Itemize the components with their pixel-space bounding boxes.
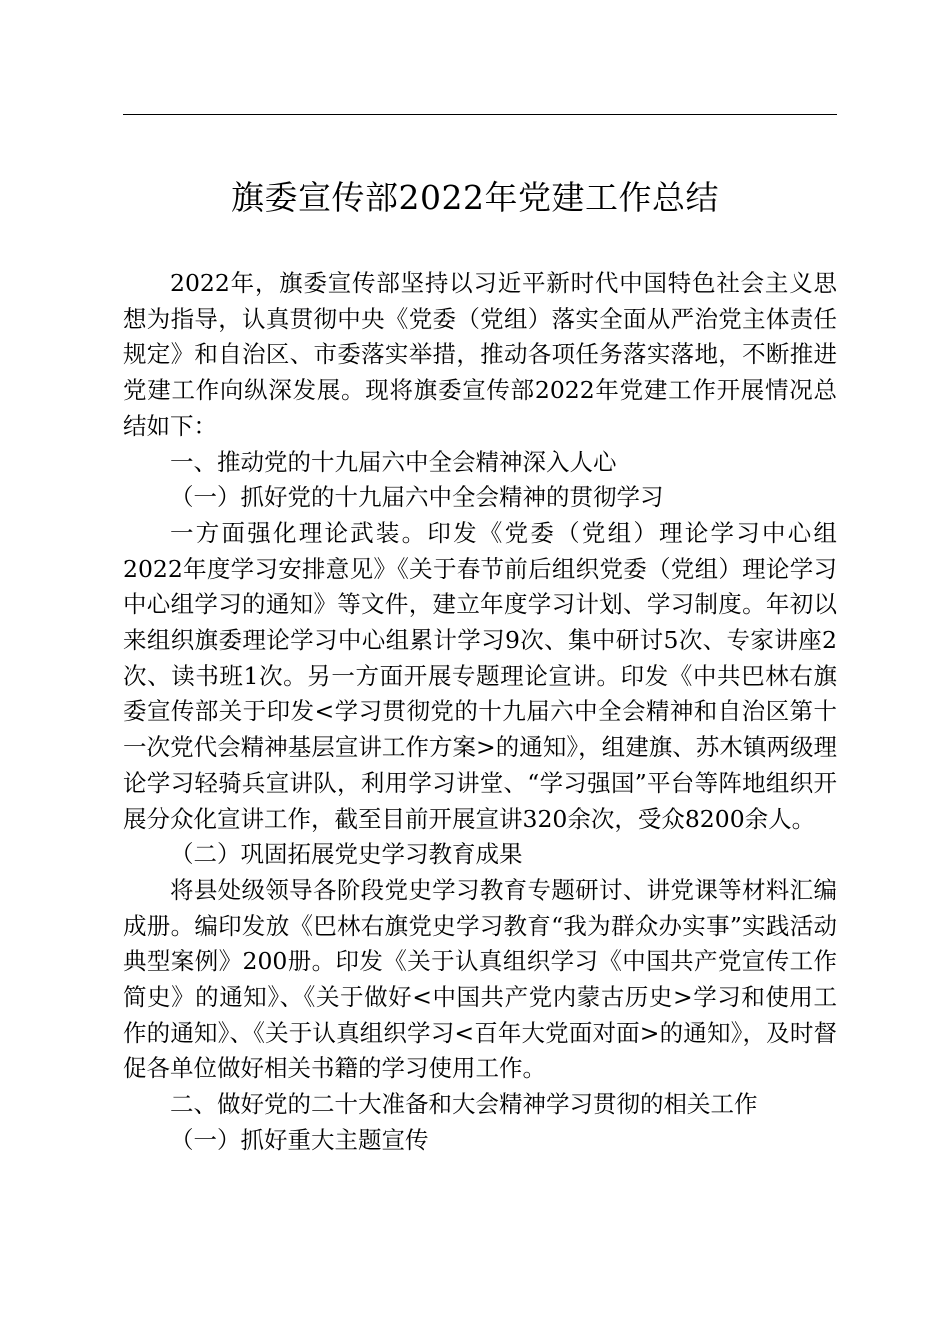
section-heading-2: 二、做好党的二十大准备和大会精神学习贯彻的相关工作 xyxy=(170,1090,758,1119)
section-heading-1: 一、推动党的十九届六中全会精神深入人心 xyxy=(170,447,617,476)
body-paragraph-1-2: 将县处级领导各阶段党史学习教育专题研讨、讲党课等材料汇编成册。编印发放《巴林右旗党史学习教育“我为群众办实事”实践活动典型案例》200册。印发《关于认真组织学习《中国共产党宣传工作简史》的通知》、《关于做好<中国共产党内蒙古历史>学习和使用工作的通知》、《关于认真组织学习<百年大党面对面>的通知》，及时督促各单位做好相关书籍的学习使用工作。 xyxy=(123,875,837,1083)
subsection-heading-1-2: （二）巩固拓展党史学习教育成果 xyxy=(170,840,523,869)
document-title: 旗委宣传部2022年党建工作总结 xyxy=(231,178,719,217)
document-body xyxy=(123,266,837,1159)
subsection-heading-1-1: （一）抓好党的十九届六中全会精神的贯彻学习 xyxy=(170,483,664,512)
intro-paragraph: 2022年，旗委宣传部坚持以习近平新时代中国特色社会主义思想为指导，认真贯彻中央《党委（党组）落实全面从严治党主体责任规定》和自治区、市委落实举措，推动各项任务落实落地，不断推进党建工作向纵深发展。现将旗委宣传部2022年党建工作开展情况总结如下： xyxy=(123,269,837,440)
header-rule xyxy=(123,114,837,115)
body-paragraph-1-1: 一方面强化理论武装。印发《党委（党组）理论学习中心组2022年度学习安排意见》《关于春节前后组织党委（党组）理论学习中心组学习的通知》等文件，建立年度学习计划、学习制度。年初以来组织旗委理论学习中心组累计学习9次、集中研讨5次、专家讲座2次、读书班1次。另一方面开展专题理论宣讲。印发《中共巴林右旗委宣传部关于印发<学习贯彻党的十九届六中全会精神和自治区第十一次党代会精神基层宣讲工作方案>的通知》，组建旗、苏木镇两级理论学习轻骑兵宣讲队，利用学习讲堂、“学习强国”平台等阵地组织开展分众化宣讲工作，截至目前开展宣讲320余次，受众8200余人。 xyxy=(123,518,837,833)
subsection-heading-2-1: （一）抓好重大主题宣传 xyxy=(170,1125,429,1154)
